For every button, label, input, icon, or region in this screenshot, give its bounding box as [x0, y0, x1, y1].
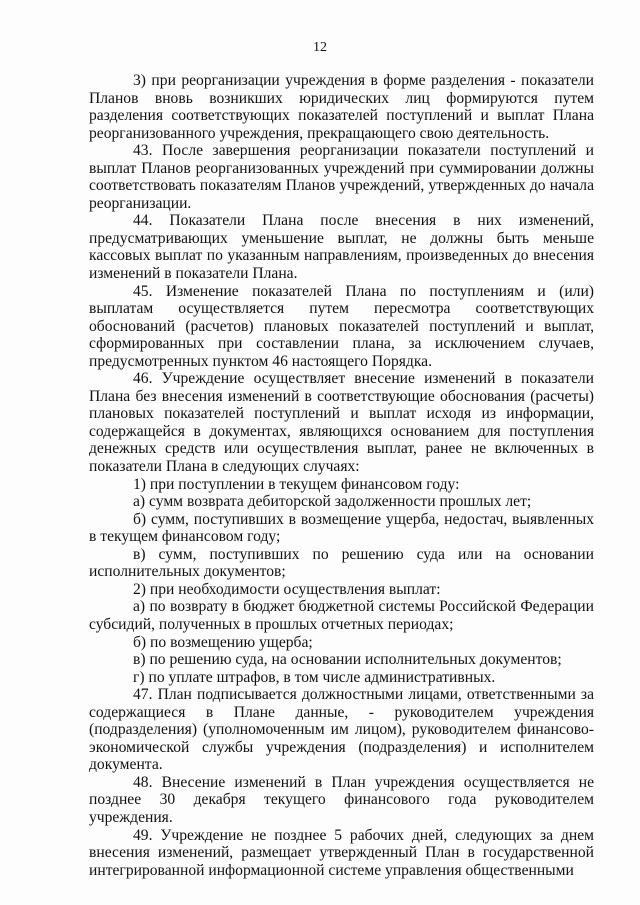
- paragraph-43: 43. После завершения реорганизации показатели поступлений и выплат Планов реорганизованных учреждений при суммировании должны соответствовать показателям Планов учреждений, утвержденных до начала реорганизации.: [89, 142, 594, 212]
- list-item-1b: б) сумм, поступивших в возмещение ущерба, недостач, выявленных в текущем финансовом году;: [89, 510, 594, 546]
- list-item-2b: б) по возмещению ущерба;: [133, 633, 313, 651]
- list-item-1: 1) при поступлении в текущем финансовом году:: [133, 475, 460, 493]
- paragraph-3-reorganization-division: 3) при реорганизации учреждения в форме разделения - показатели Планов вновь возникших юридических лиц формируются путем разделения соответствующих показателей поступлений и выплат Плана реорганизованного учреждения, прекращающего свою деятельность.: [89, 72, 594, 142]
- list-item-1c: в) сумм, поступивших по решению суда или на основании исполнительных документов;: [89, 545, 594, 581]
- paragraph-49: 49. Учреждение не позднее 5 рабочих дней, следующих за днем внесения изменений, размещает утвержденный План в государственной интегрированной информационной системе управления общественными: [89, 826, 594, 879]
- list-item-2: 2) при необходимости осуществления выплат:: [133, 580, 441, 598]
- list-item-2d: г) по уплате штрафов, в том числе административных.: [133, 668, 496, 686]
- paragraph-44: 44. Показатели Плана после внесения в них изменений, предусматривающих уменьшение выплат, не должны быть меньше кассовых выплат по указанным направлениям, произведенных до внесения изменений в показатели Плана.: [89, 212, 594, 283]
- list-item-1a: а) сумм возврата дебиторской задолженности прошлых лет;: [133, 493, 532, 511]
- paragraph-47: 47. План подписывается должностными лицами, ответственными за содержащиеся в Плане данные, - руководителем учреждения (подразделения) (уполномоченным им лицом), руководителем финансово-экономической службы учреждения (подразделения) и исполнителем документа.: [89, 686, 594, 774]
- paragraph-46: 46. Учреждение осуществляет внесение изменений в показатели Плана без внесения изменений в соответствующие обоснования (расчеты) плановых показателей поступлений и выплат исходя из информации, содержащейся в документах, являющихся основанием для поступления денежных средств или осуществления выплат, ранее не включенных в показатели Плана в следующих случаях:: [89, 370, 594, 476]
- list-item-2c: в) по решению суда, на основании исполнительных документов;: [133, 651, 562, 669]
- page-number: 12: [313, 40, 327, 55]
- paragraph-48: 48. Внесение изменений в План учреждения осуществляется не позднее 30 декабря текущего финансового года руководителем учреждения.: [89, 773, 594, 826]
- paragraph-45: 45. Изменение показателей Плана по поступлениям и (или) выплатам осуществляется путем пересмотра соответствующих обоснований (расчетов) плановых показателей поступлений и выплат, сформированных при составлении плана, за исключением случаев, предусмотренных пунктом 46 настоящего Порядка.: [89, 282, 594, 370]
- document-body: [89, 72, 594, 879]
- list-item-2a: а) по возврату в бюджет бюджетной системы Российской Федерации субсидий, полученных в прошлых отчетных периодах;: [89, 598, 594, 633]
